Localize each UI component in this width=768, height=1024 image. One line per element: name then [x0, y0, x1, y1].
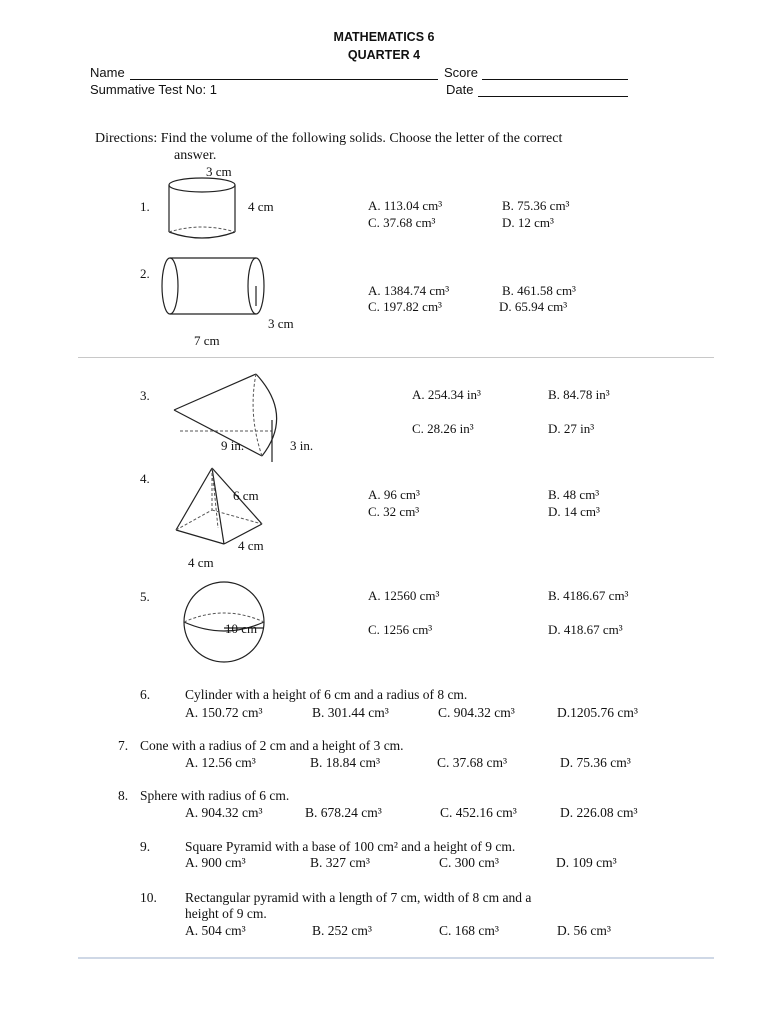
q3-height-label: 9 in.	[221, 438, 245, 453]
q1-side-label: 4 cm	[248, 199, 274, 214]
q6-number: 6.	[140, 687, 151, 702]
q3-choice-b: B. 84.78 in³	[548, 387, 610, 402]
q1-choice-d: D. 12 cm³	[502, 215, 554, 230]
q9-choice-c: C. 300 cm³	[439, 855, 499, 870]
q4-choice-b: B. 48 cm³	[548, 487, 600, 502]
q2-radius-label: 3 cm	[268, 316, 294, 331]
q1-choice-c: C. 37.68 cm³	[368, 215, 436, 230]
date-field-line	[478, 96, 628, 97]
q10-choice-c: C. 168 cm³	[439, 923, 499, 938]
q6-choice-d: D.1205.76 cm³	[557, 705, 638, 720]
q4-side2-label: 4 cm	[188, 555, 214, 570]
q8-choice-c: C. 452.16 cm³	[440, 805, 517, 820]
q10-choice-d: D. 56 cm³	[557, 923, 611, 938]
q6-choice-c: C. 904.32 cm³	[438, 705, 515, 720]
q3-choice-d: D. 27 in³	[548, 421, 595, 436]
q4-height-label: 6 cm	[233, 488, 259, 503]
date-label: Date	[446, 82, 474, 97]
q3-choice-a: A. 254.34 in³	[412, 387, 481, 402]
q1-number: 1.	[140, 199, 150, 214]
q5-choice-d: D. 418.67 cm³	[548, 622, 623, 637]
q10-text-line-1: Rectangular pyramid with a length of 7 cm, width of 8 cm and a	[185, 890, 532, 905]
q8-choice-d: D. 226.08 cm³	[560, 805, 638, 820]
q9-choice-a: A. 900 cm³	[185, 855, 246, 870]
q2-choice-a: A. 1384.74 cm³	[368, 283, 450, 298]
q7-choice-d: D. 75.36 cm³	[560, 755, 631, 770]
q5-choice-c: C. 1256 cm³	[368, 622, 433, 637]
q7-text: Cone with a radius of 2 cm and a height of 3 cm.	[140, 738, 404, 753]
q1-choice-a: A. 113.04 cm³	[368, 198, 443, 213]
q5-choice-a: A. 12560 cm³	[368, 588, 440, 603]
q8-choice-a: A. 904.32 cm³	[185, 805, 263, 820]
q9-choice-b: B. 327 cm³	[310, 855, 370, 870]
q7-number: 7.	[118, 738, 129, 753]
q7-choice-b: B. 18.84 cm³	[310, 755, 381, 770]
q2-choice-b: B. 461.58 cm³	[502, 283, 576, 298]
score-label: Score	[444, 65, 478, 80]
q1-top-label: 3 cm	[206, 164, 232, 179]
q1-choice-b: B. 75.36 cm³	[502, 198, 570, 213]
q8-text: Sphere with radius of 6 cm.	[140, 788, 290, 803]
q10-choice-b: B. 252 cm³	[312, 923, 372, 938]
page-title: MATHEMATICS 6	[333, 30, 435, 44]
q4-choice-c: C. 32 cm³	[368, 504, 420, 519]
q3-choice-c: C. 28.26 in³	[412, 421, 474, 436]
q6-choice-b: B. 301.44 cm³	[312, 705, 389, 720]
q4-choice-a: A. 96 cm³	[368, 487, 420, 502]
q6-text: Cylinder with a height of 6 cm and a radius of 8 cm.	[185, 687, 468, 702]
q4-choice-d: D. 14 cm³	[548, 504, 600, 519]
test-number-label: Summative Test No: 1	[90, 82, 217, 97]
q10-number: 10.	[140, 890, 157, 905]
q3-number: 3.	[140, 388, 150, 403]
q5-choice-b: B. 4186.67 cm³	[548, 588, 629, 603]
cylinder-figure-q1	[160, 172, 250, 242]
q7-choice-c: C. 37.68 cm³	[437, 755, 508, 770]
q2-choice-c: C. 197.82 cm³	[368, 299, 442, 314]
q2-length-label: 7 cm	[194, 333, 220, 348]
q3-radius-label: 3 in.	[290, 438, 314, 453]
q5-number: 5.	[140, 589, 150, 604]
q4-side1-label: 4 cm	[238, 538, 264, 553]
q5-diameter-label: 10 cm	[225, 621, 258, 636]
name-label: Name	[90, 65, 125, 80]
q2-number: 2.	[140, 266, 150, 281]
q4-number: 4.	[140, 471, 150, 486]
q9-choice-d: D. 109 cm³	[556, 855, 617, 870]
q10-text-line-2: height of 9 cm.	[185, 906, 267, 921]
q6-choice-a: A. 150.72 cm³	[185, 705, 263, 720]
q10-choice-a: A. 504 cm³	[185, 923, 246, 938]
score-field-line	[482, 79, 628, 80]
q8-number: 8.	[118, 788, 129, 803]
page-bottom-divider	[78, 957, 714, 959]
q7-choice-a: A. 12.56 cm³	[185, 755, 256, 770]
directions-line-2: answer.	[174, 148, 217, 163]
cylinder-figure-q2	[160, 256, 270, 321]
directions-line-1: Directions: Find the volume of the following solids. Choose the letter of the correct	[95, 131, 563, 146]
q9-text: Square Pyramid with a base of 100 cm² and a height of 9 cm.	[185, 839, 516, 854]
name-field-line	[130, 79, 438, 80]
q8-choice-b: B. 678.24 cm³	[305, 805, 382, 820]
q9-number: 9.	[140, 839, 151, 854]
quarter-label: QUARTER 4	[347, 48, 421, 62]
q2-choice-d: D. 65.94 cm³	[499, 299, 568, 314]
page-divider	[78, 357, 714, 358]
